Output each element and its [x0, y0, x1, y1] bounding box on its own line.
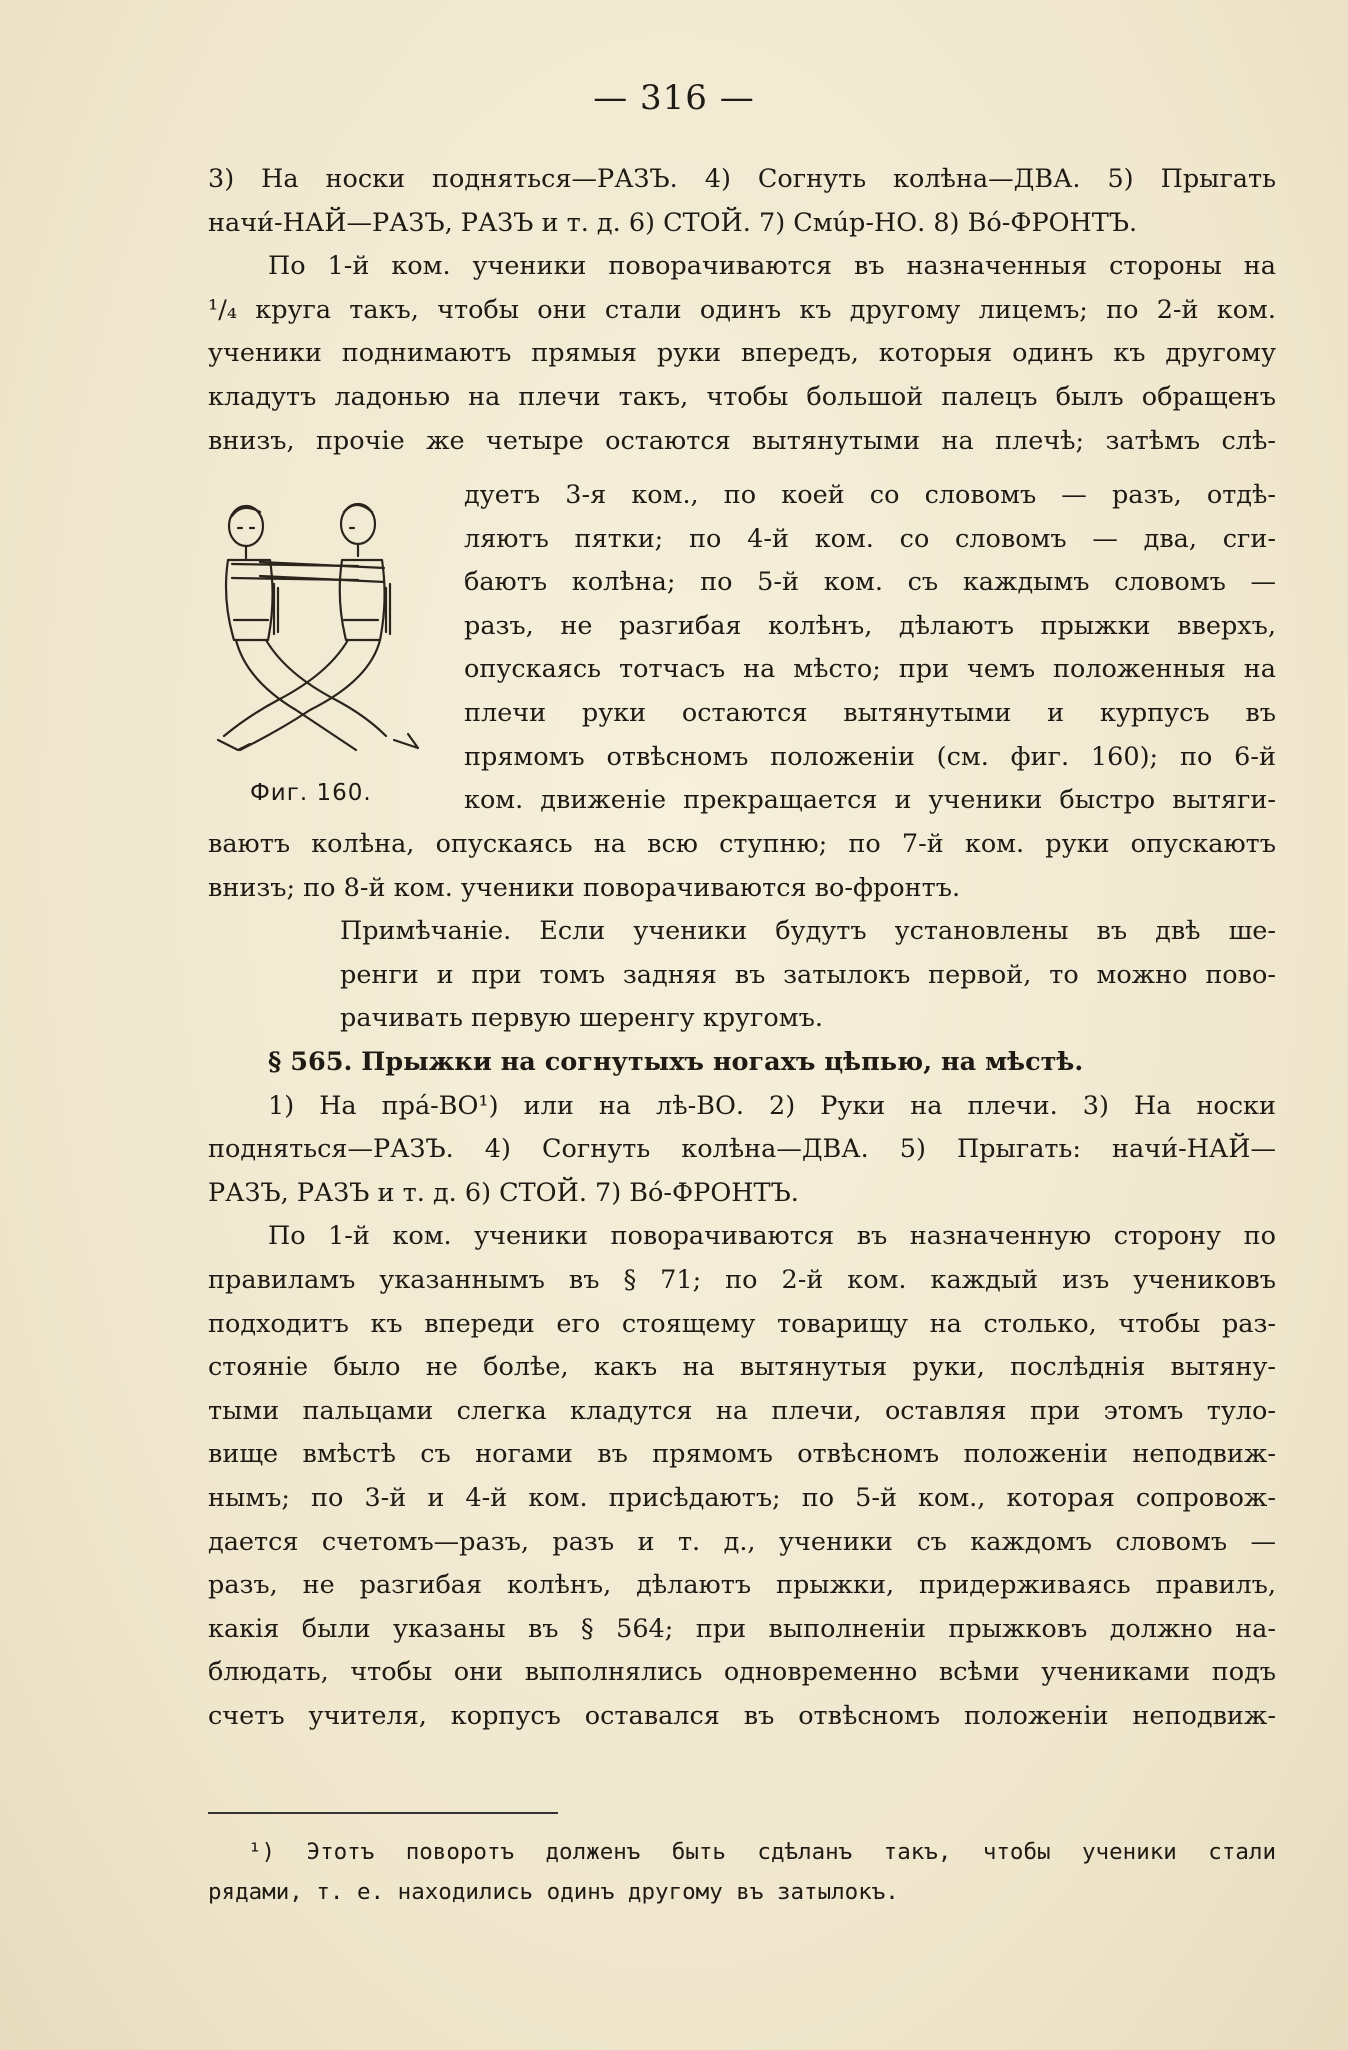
page-number: — 316 — — [593, 78, 755, 118]
text-line: 3) На носки подняться—РАЗЪ. 4) Согнуть колѣна—ДВА. 5) Прыгать — [208, 164, 1276, 194]
text-line: ¹/₄ круга такъ, чтобы они стали одинъ къ другому лицемъ; по 2-й ком. — [208, 294, 1276, 325]
text-line: подняться—РАЗЪ. 4) Согнуть колѣна—ДВА. 5) Прыгать: начи́-НАЙ— — [208, 1134, 1276, 1165]
text-line: баютъ колѣна; по 5-й ком. съ каждымъ словомъ — — [464, 567, 1276, 598]
wrapped-paragraph — [464, 474, 1276, 823]
text-line: плечи руки остаются вытянутыми и курпусъ въ — [464, 697, 1276, 728]
section-565 — [208, 1041, 1276, 1739]
footnote-line: рядами, т. е. находились одинъ другому въ затылокъ. — [208, 1879, 899, 1905]
text-line: начи́-НАЙ—РАЗЪ, РАЗЪ и т. д. 6) СТОЙ. 7) Смúр-НО. 8) Вó-ФРОНТЪ. — [208, 207, 1138, 238]
text-line: ваютъ колѣна, опускаясь на всю ступню; по 7-й ком. руки опускаютъ — [208, 829, 1276, 859]
text-line: ренги и при томъ задняя въ затылокъ первой, то можно пово- — [340, 959, 1276, 990]
text-line: правиламъ указаннымъ въ § 71; по 2-й ком. каждый изъ учениковъ — [208, 1264, 1276, 1295]
text-line: разъ, не разгибая колѣнъ, дѣлаютъ прыжки вверхъ, — [464, 610, 1276, 641]
text-line: рачивать первую шеренгу кругомъ. — [340, 1003, 823, 1034]
text-line: блюдать, чтобы они выполнялись одновременно всѣми учениками подъ — [208, 1657, 1276, 1688]
text-line: вище вмѣстѣ съ ногами въ прямомъ отвѣсномъ положеніи неподвиж- — [208, 1439, 1276, 1470]
text-line: дуетъ 3-я ком., по коей со словомъ — разъ, отдѣ- — [464, 480, 1276, 510]
figure-caption: Фиг. 160. — [250, 780, 372, 806]
text-line: какія были указаны въ § 564; при выполненіи прыжковъ должно на- — [208, 1613, 1276, 1644]
text-line: ком. движеніе прекращается и ученики быстро вытяги- — [464, 785, 1276, 816]
section-heading: § 565. Прыжки на согнутыхъ ногахъ цѣпью, на мѣстѣ. — [268, 1047, 1084, 1077]
figure-160-illustration — [208, 488, 444, 772]
text-line: нымъ; по 3-й и 4-й ком. присѣдаютъ; по 5-й ком., которая сопровож- — [208, 1482, 1276, 1513]
text-line: ученики поднимаютъ прямыя руки впередъ, которыя одинъ къ другому — [208, 338, 1276, 369]
note-paragraph — [340, 910, 1276, 1041]
text-line: 1) На прá-ВО¹) или на лѣ-ВО. 2) Руки на плечи. 3) На носки — [268, 1090, 1276, 1121]
footnote-line: ¹) Этотъ поворотъ долженъ быть сдѣланъ такъ, чтобы ученики стали — [248, 1839, 1276, 1865]
text-line: тыми пальцами слегка кладутся на плечи, оставляя при этомъ туло- — [208, 1395, 1276, 1426]
continuation-paragraph — [208, 823, 1276, 910]
text-line: Примѣчаніе. Если ученики будутъ установлены въ двѣ ше- — [340, 916, 1276, 946]
text-line: дается счетомъ—разъ, разъ и т. д., ученики съ каждомъ словомъ — — [208, 1526, 1276, 1557]
footnote-rule — [208, 1812, 558, 1814]
text-line: прямомъ отвѣсномъ положеніи (см. фиг. 160); по 6-й — [464, 741, 1276, 772]
text-line: По 1-й ком. ученики поворачиваются въ назначенныя стороны на — [268, 251, 1276, 282]
footnote — [208, 1832, 1276, 1912]
text-line: внизъ; по 8-й ком. ученики поворачиваются во-фронтъ. — [208, 872, 961, 903]
text-line: счетъ учителя, корпусъ оставался въ отвѣсномъ положеніи неподвиж- — [208, 1700, 1276, 1731]
text-line: опускаясь тотчасъ на мѣсто; при чемъ положенныя на — [464, 654, 1276, 685]
text-line: По 1-й ком. ученики поворачиваются въ назначенную сторону по — [268, 1221, 1276, 1252]
text-line: внизъ, прочіе же четыре остаются вытянутыми на плечѣ; затѣмъ слѣ- — [208, 425, 1276, 456]
text-line: кладутъ ладонью на плечи такъ, чтобы большой палецъ былъ обращенъ — [208, 381, 1276, 412]
text-line: подходитъ къ впереди его стоящему товарищу на столько, чтобы раз- — [208, 1308, 1276, 1339]
text-line: разъ, не разгибая колѣнъ, дѣлаютъ прыжки, придерживаясь правилъ, — [208, 1570, 1276, 1601]
top-paragraphs — [208, 158, 1276, 463]
text-line: ляютъ пятки; по 4-й ком. со словомъ — два, сги- — [464, 523, 1276, 554]
text-line: стояніе было не болѣе, какъ на вытянутыя руки, послѣднія вытяну- — [208, 1352, 1276, 1383]
two-pupils-hopping-illustration — [208, 488, 444, 772]
text-line: РАЗЪ, РАЗЪ и т. д. 6) СТОЙ. 7) Вó-ФРОНТЪ. — [208, 1177, 799, 1208]
